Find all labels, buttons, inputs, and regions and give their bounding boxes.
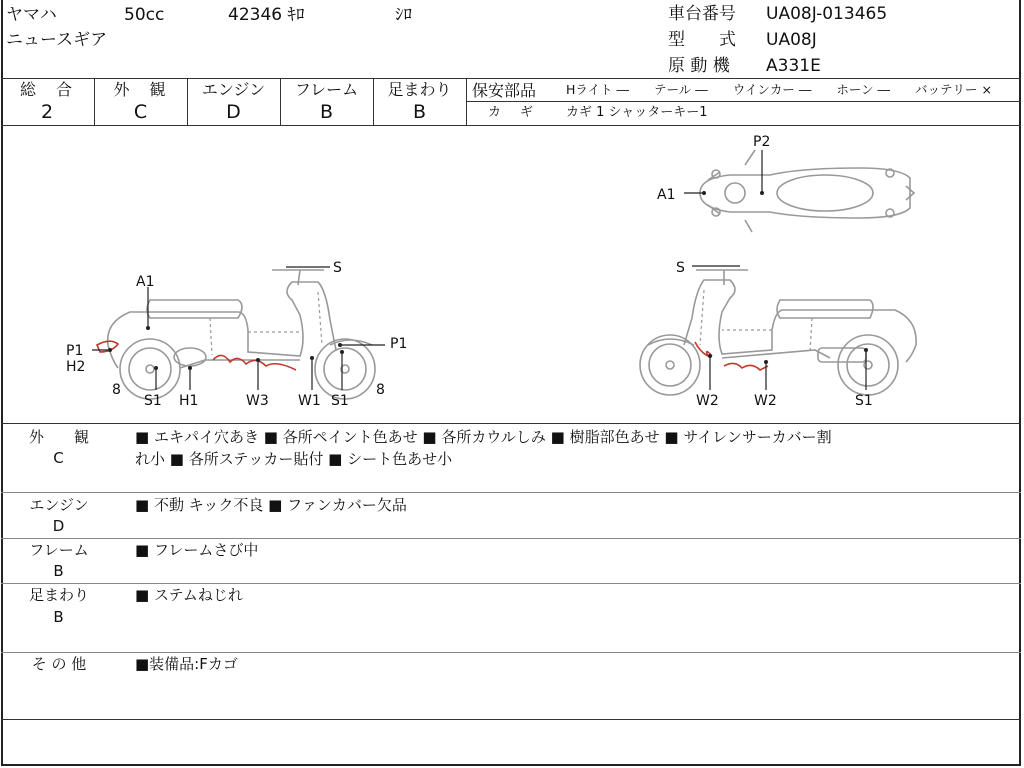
type-value: UA08J: [766, 30, 817, 50]
safety-parts-label: 保安部品: [472, 81, 537, 100]
label-H1: H1: [179, 393, 199, 409]
remarks-frame-grade: B: [53, 562, 65, 580]
label-P1: P1: [66, 343, 84, 359]
body-color: ｼﾛ: [395, 5, 412, 25]
label-W1: W1: [298, 393, 321, 409]
divider: [1, 583, 1021, 584]
divider: [1, 719, 1021, 720]
label-S1: S1: [331, 393, 349, 409]
label-S: S: [676, 260, 685, 276]
remarks-suspension-text: ■ ステムねじれ: [135, 586, 243, 604]
divider: [466, 101, 1021, 102]
label-S1: S1: [855, 393, 873, 409]
divider: [1, 652, 1021, 653]
label-W2: W2: [696, 393, 719, 409]
grade-frame-value: B: [319, 101, 334, 123]
remarks-suspension-grade: B: [53, 608, 65, 626]
safety-parts-items: Hライト ― テール ― ウインカー ― ホーン ― バッテリー ×: [566, 82, 992, 97]
type-label: 型 式: [668, 30, 736, 50]
maker: ヤマハ: [6, 5, 57, 25]
grade-exterior-value: C: [133, 101, 148, 123]
divider: [1, 492, 1021, 493]
key-value: カギ 1 シャッターキー1: [566, 105, 708, 120]
remarks-exterior-text: れ小 ■ 各所ステッカー貼付 ■ シート色あせ小: [135, 450, 453, 468]
frame-number-label: 車台番号: [668, 4, 736, 24]
label-P1: P1: [390, 336, 408, 352]
label-H2: H2: [66, 359, 86, 375]
frame-number: UA08J-013465: [766, 4, 888, 24]
mileage: 42346 ｷﾛ: [228, 5, 305, 25]
grade-engine-value: D: [226, 101, 241, 123]
divider: [1, 78, 1021, 79]
remarks-exterior-text: ■ エキパイ穴あき ■ 各所ペイント色あせ ■ 各所カウルしみ ■ 樹脂部色あせ ■ サイレンサーカバー割: [135, 428, 832, 446]
label-P2: P2: [753, 134, 771, 150]
grade-overall-value: 2: [40, 101, 54, 123]
label-S: S: [333, 260, 342, 276]
remarks-frame-text: ■ フレームさび中: [135, 541, 259, 559]
key-label: カ ギ: [488, 105, 537, 120]
label-8: 8: [112, 382, 121, 398]
remarks-exterior-grade: C: [53, 449, 65, 467]
label-S1: S1: [144, 393, 162, 409]
displacement: 50cc: [124, 5, 165, 25]
remarks-engine-text: ■ 不動 キック不良 ■ ファンカバー欠品: [135, 496, 407, 514]
divider: [1, 538, 1021, 539]
grade-suspension-value: B: [412, 101, 427, 123]
label-A1: A1: [657, 187, 676, 203]
remarks-engine-grade: D: [52, 517, 66, 535]
scooter-right-view: [0, 125, 1024, 425]
remarks-other-text: ■装備品:Fカゴ: [135, 655, 238, 673]
label-A1: A1: [136, 274, 155, 290]
label-W2: W2: [754, 393, 777, 409]
label-W3: W3: [246, 393, 269, 409]
model-name: ニュースギア: [6, 30, 108, 50]
engine-model-label: 原 動 機: [668, 56, 730, 76]
engine-model: A331E: [766, 56, 821, 76]
label-8: 8: [376, 382, 385, 398]
